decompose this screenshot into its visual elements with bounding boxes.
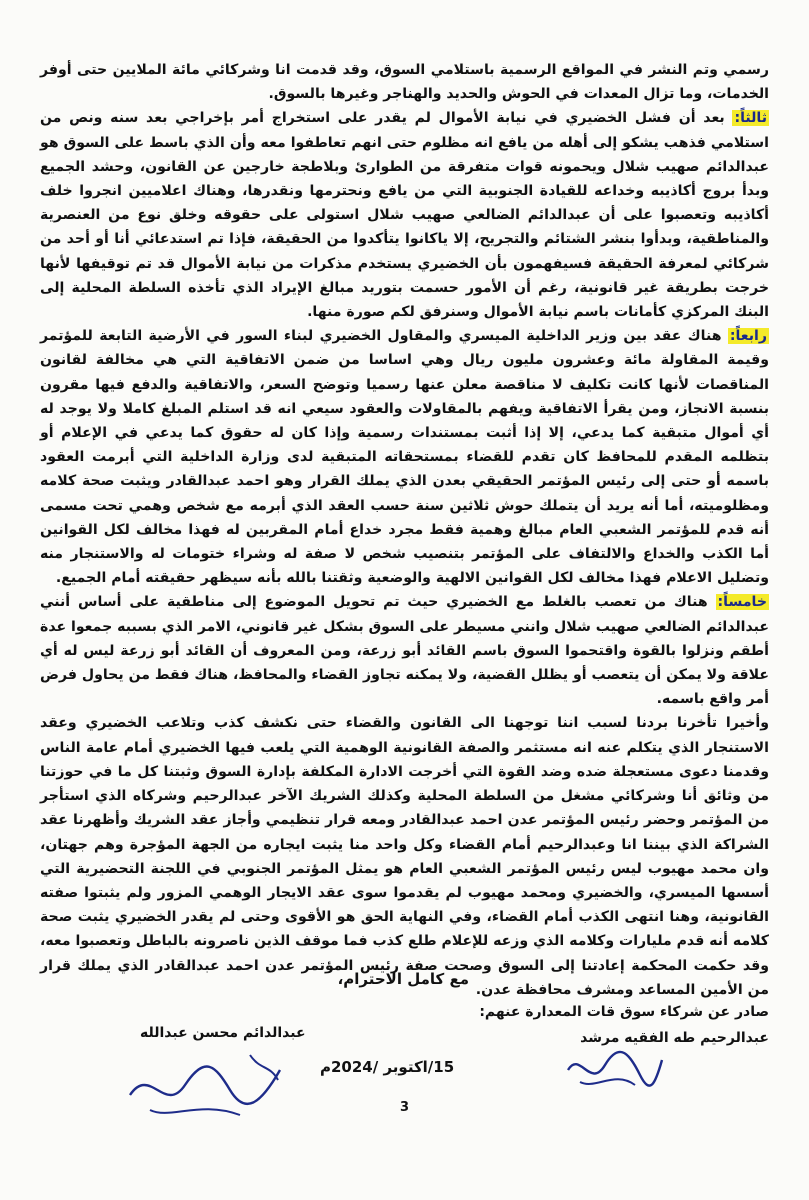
right-signer-name: عبدالرحيم طه الفقيه مرشد	[580, 1030, 769, 1046]
right-signature	[560, 1040, 670, 1100]
paragraph-text: وأخيرا تأخرنا بردنا لسبب اننا توجهنا الى القانون والقضاء حتى نكشف كذب وتلاعب الخضيري وعقد الاستنجار الذي يتكلم عنه انه مستثمر والصفة القانونية الوهمية التي يلعب فيها الخضيري أمام عامة الناس وقدمنا دعوى مستعجلة ضده وضد القوة التي أخرجت الادارة المكلفة بإدارة السوق وثبتنا كل ما في حوزتنا من وثائق أنا وشركائي مشغل من السلطة المحلية وكذلك الشريك الآخر عبدالرحيم وشركاه الذي استأجر من المؤتمر وحضر رئيس المؤتمر عدن احمد عبدالقادر ومعه قرار تنظيمي وأجاز عقد الشريك وأظهرنا عقد الشراكة الذي بيننا انا وعبدالرحيم أمام القضاء وكل واحد منا يثبت ايجاره من الجهة المؤجرة وهم جهتان، وان محمد مهيوب ليس رئيس المؤتمر الشعبي العام هو يمثل المؤتمر الجنوبي في اللجنة التحضيرية التي أسسها الميسري، والخضيري ومحمد مهيوب لم يقدموا سوى عقد الايجار الوهمي المزور ولم يثبتوا صفته القانونية، وهنا انتهى الكذب أمام القضاء، وفي النهاية الحق هو الأقوى وحتى لم يقدر الخضيري يثبت صحة كلامه أنه قدم مليارات وكلامه الذي وزعه للإعلام طلع كذب فما موقف الذين ناصرونه بالباطل وتعصبوا معه، وقد حكمت المحكمة إعادتنا إلى السوق وصحت صفة رئيس المؤتمر عدن احمد عبدالقادر الذي يملك قرار من الأمين المساعد ومشرف محافظة عدن.	[40, 715, 769, 998]
letter-date: 15/اكتوبر /2024م	[320, 1058, 455, 1076]
issued-by-line: صادر عن شركاء سوق قات المعدارة عنهم:	[479, 1004, 769, 1020]
paragraph-text: هناك عقد بين وزير الداخلية الميسري والمقاول الخضيري لبناء السور في الأرضية التابعة للمؤتمر وقيمة المقاولة مائة وعشرون مليون ريال وهي اساسا من ضمن الاتفاقية التي هي مخالفة لقانون المناقصات لأنها كانت تكليف لا مناقصة معلن عنها رسميا وتوضح السعر، والاتفاقية والدفع فيها مقرون بنسبة الانجاز، ومن يقرأ الاتفاقية ويفهم بالمقاولات والعقود سيعي انه قد استلم المبلغ كاملا ولا يوجد له أي أموال متبقية كما يدعي، إلا إذا أثبت بمستندات رسمية وإذا كان له حقوق كما يدعي في الإعلام أو بتظلمه المقدم للمحافظ كان تقدم للقضاء بمستحقاته المتبقية لدى وزارة الداخلية التي أبرمت العقود باسمه أو حتى إلى رئيس المؤتمر الحقيقي بعدن الذي يملك القرار وهو احمد عبدالقادر ويثبت صحة كلامه ومظلوميته، أما أنه يريد أن يتملك حوش ثلاثين سنة حسب العقد الذي أبرمه مع شخص وهمي تحت مسمى أنه قدم للمؤتمر الشعبي العام مبالغ وهمية فقط مجرد خداع أمام المقربين له فهذا مخالف لكل القوانين أما الكذب والخداع والالتفاف على المؤتمر بتنصيب شخص لا صفة له وشراء ختومات له والاستنجار منه وتضليل الاعلام فهذا مخالف لكل القوانين الالهية والوضعية وثقتنا بالله بأنه سيظهر حقيقته أمام الجميع.	[40, 328, 769, 587]
left-signature	[120, 1045, 290, 1135]
closing-phrase: مع كامل الاحترام،	[337, 970, 469, 988]
paragraph-third	[40, 106, 769, 324]
section-label: رابعاً:	[729, 328, 767, 345]
paragraph-text: هناك من تعصب بالغلط مع الخضيري حيث تم تحويل الموضوع إلى مناطقية على أساس أنني عبدالدائم الضالعي صهيب شلال وانني مسيطر على السوق بشكل غير قانوني، الامر الذي بسببه جمعوا عدة أطقم ونزلوا بالقوة واقتحموا السوق باسم القائد أبو زرعة، ومن المعروف أن القائد أبو زرعة ليس له أي علاقة ولا يمكن أن يتعصب أو يظلل القضية، ولا يمكنه تجاوز القضاء والمحافظ، هناك فقط من يحاول فرض أمر واقع باسمه.	[40, 594, 769, 708]
section-label: ثالثاً:	[734, 110, 767, 127]
paragraph-final	[40, 711, 769, 1001]
paragraph-text: بعد أن فشل الخضيري في نيابة الأموال لم يقدر على استخراج أمر بإخراجي بعد سنه ونص من استلامي فذهب يشكو إلى أهله من يافع انه مظلوم حتى انهم تعاطفوا معه وأن الذي باسط على السوق هو عبدالدائم صهيب شلال ويحمونه قوات متفرقة من الطوارئ وبلاطجة خارجين عن القانون، وحشد الجميع وبدأ بروج أكاذيبه وخداعه للقيادة الجنوبية التي من يافع ونحترمها ونقدرها، وهناك اعلاميين انجروا خلف أكاذيبه وتعصبوا على أن عبدالدائم الضالعي صهيب شلال استولى على حقوقه وخلق نوع من العنصرية والمناطقية، وبدأوا بنشر الشتائم والتجريح، إلا ياكانوا يتأكدوا من الحقيقة، فإذا تم استدعائي أنا أو أحد من شركائي لمعرفة الحقيقة فسيفهمون بأن الخضيري يستخدم مذكرات من نيابة الأموال قد تم توقيفها لأنها خرجت بطريقة غير قانونية، رغم أن الأمور حسمت بتوريد مبالغ الإيراد الذي تأخذه السلطة المحلية إلى البنك المركزي كأمانات باسم نيابة الأموال وسنرفق لكم صورة منها.	[40, 110, 769, 321]
paragraph-intro	[40, 58, 769, 106]
paragraph-fourth	[40, 324, 769, 590]
left-signer-name: عبدالدائم محسن عبدالله	[140, 1025, 306, 1041]
paragraph-text: رسمي وتم النشر في المواقع الرسمية باستلامي السوق، وقد قدمت انا وشركائي مائة الملايين حتى أوفر الخدمات، وما تزال المعدات في الحوش والحديد والهناجر وغيرها بالسوق.	[40, 62, 769, 103]
letter-body	[40, 58, 769, 1002]
paragraph-fifth	[40, 590, 769, 711]
page-number: 3	[400, 1100, 410, 1115]
section-label: خامساً:	[717, 594, 767, 611]
